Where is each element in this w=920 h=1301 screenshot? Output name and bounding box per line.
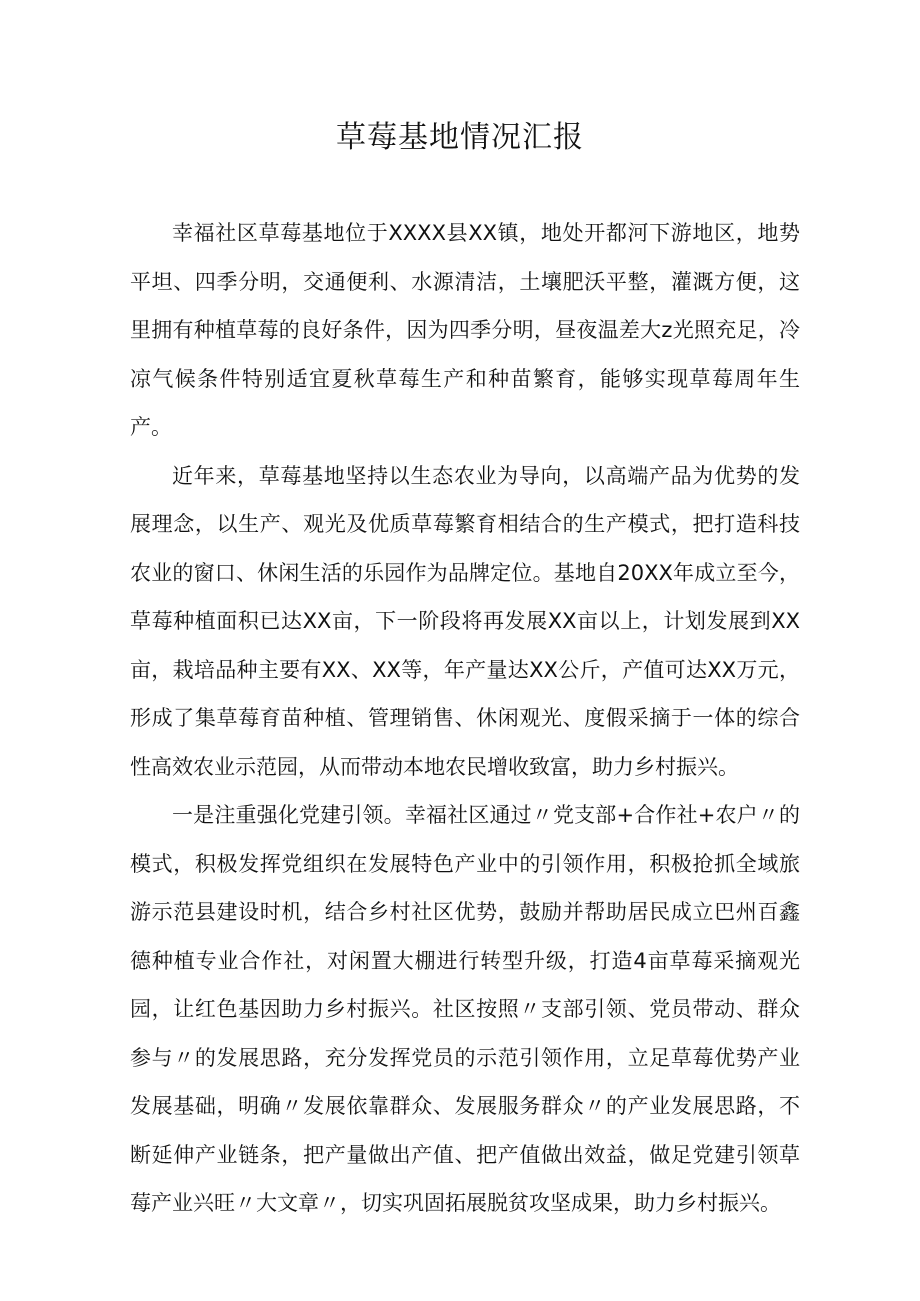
paragraph-party-leadership: 一是注重强化党建引领。幸福社区通过〃党支部+合作社+农户〃的模式，积极发挥党组织在发展特色产业中的引领作用，积极抢抓全域旅游示范县建设时机，结合乡村社区优势，鼓励并帮助居民成立巴州百鑫德种植专业合作社，对闲置大棚进行转型升级，打造4亩草莓采摘观光园，让红色基因助力乡村振兴。社区按照〃支部引领、党员带动、群众参与〃的发展思路，充分发挥党员的示范引领作用，立足草莓优势产业发展基础，明确〃发展依靠群众、发展服务群众〃的产业发展思路，不断延伸产业链条，把产量做出产值、把产值做出效益，做足党建引领草莓产业兴旺〃大文章〃，切实巩固拓展脱贫攻坚成果，助力乡村振兴。	[130, 803, 800, 1215]
paragraph-location: 幸福社区草莓基地位于XXXX县XX镇，地处开都河下游地区，地势平坦、四季分明，交通便利、水源清洁，土壤肥沃平整，灌溉方便，这里拥有种植草莓的良好条件，因为四季分明，昼夜温差大z光照充足，冷凉气候条件特别适宜夏秋草莓生产和种苗繁育，能够实现草莓周年生产。	[130, 221, 800, 439]
document-title: 草莓基地情况汇报	[336, 120, 584, 155]
document-body	[130, 209, 800, 1228]
paragraph-development: 近年来，草莓基地坚持以生态农业为导向，以高端产品为优势的发展理念，以生产、观光及优质草莓繁育相结合的生产模式，把打造科技农业的窗口、休闲生活的乐园作为品牌定位。基地自20XX年成立至今，草莓种植面积已达XX亩，下一阶段将再发展XX亩以上，计划发展到XX亩，栽培品种主要有XX、XX等，年产量达XX公斤，产值可达XX万元，形成了集草莓育苗种植、管理销售、休闲观光、度假采摘于一体的综合性高效农业示范园，从而带动本地农民增收致富，助力乡村振兴。	[130, 463, 800, 779]
